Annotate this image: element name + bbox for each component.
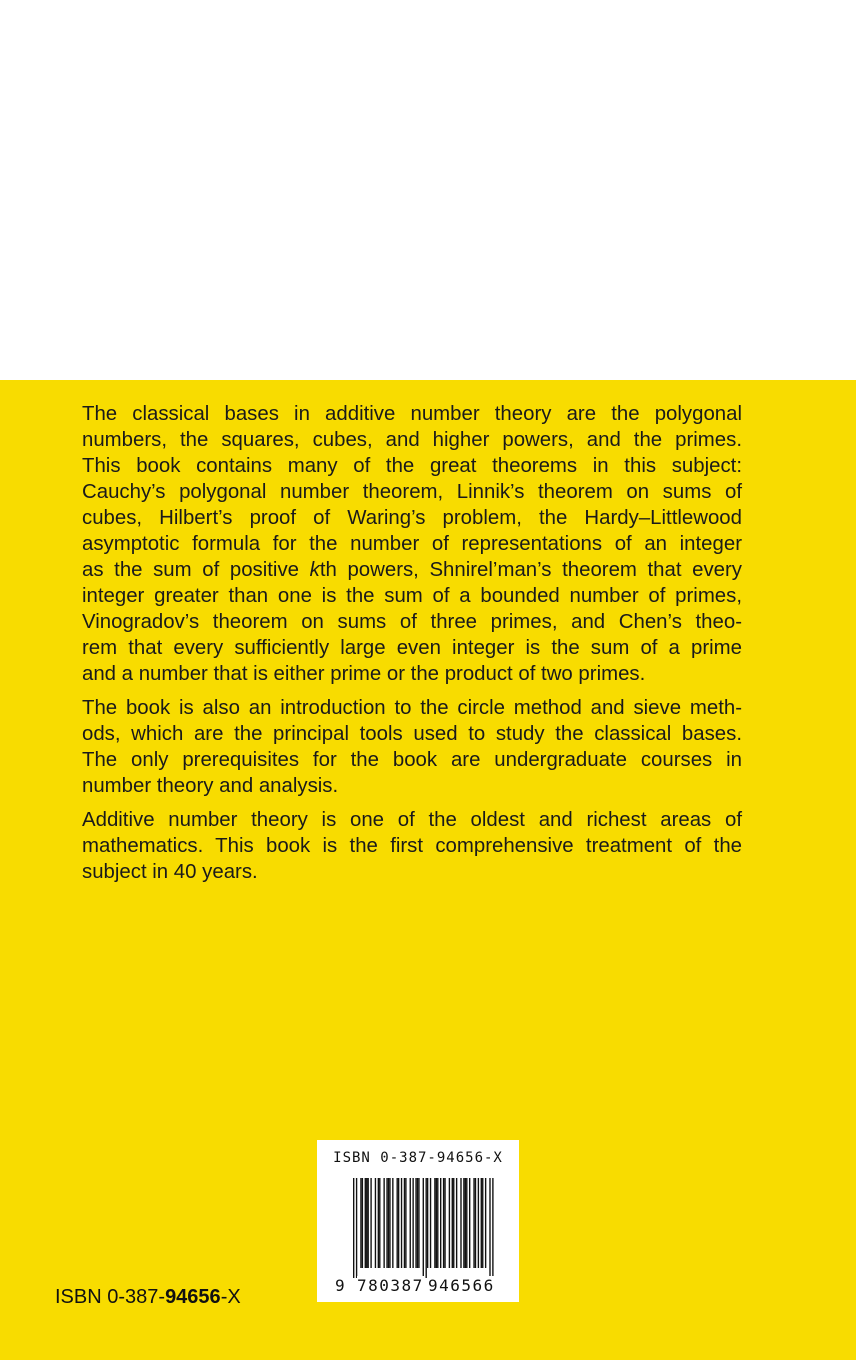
barcode-bar (418, 1178, 419, 1268)
barcode-bar (379, 1178, 380, 1268)
barcode-bar (389, 1178, 390, 1268)
blurb-line: rem that every sufficiently large even integer is the sum of a prime (82, 637, 742, 659)
blurb-line: The classical bases in additive number theory are the polygonal (82, 403, 742, 425)
barcode-bar (404, 1178, 405, 1268)
barcode-bar (434, 1178, 435, 1268)
barcode-bar (360, 1178, 361, 1268)
blurb-line: This book contains many of the great theorems in this subject: (82, 455, 742, 477)
barcode-bar (353, 1178, 354, 1278)
barcode-bar (427, 1178, 428, 1268)
barcode-bar (449, 1178, 450, 1268)
isbn-prefix: ISBN 0-387- (55, 1286, 166, 1308)
barcode-bar (370, 1178, 371, 1268)
barcode-bar (366, 1178, 367, 1268)
barcode-bar (388, 1178, 389, 1268)
barcode-bar (430, 1178, 431, 1268)
barcode-bar (401, 1178, 402, 1268)
barcode-bar (453, 1178, 454, 1268)
barcode-bar (452, 1178, 453, 1268)
barcode-bar (469, 1178, 470, 1268)
barcode-bar (466, 1178, 467, 1268)
barcode-bar (412, 1178, 413, 1268)
blurb-line: and a number that is either prime or the product of two primes. (82, 663, 646, 685)
blurb-line: asymptotic formula for the number of representations of an integer (82, 533, 742, 555)
barcode-bar (437, 1178, 438, 1268)
blurb-line: ods, which are the principal tools used to study the classical bases. (82, 723, 742, 745)
blurb-line: The only prerequisites for the book are undergraduate courses in (82, 749, 742, 771)
barcode-bar (478, 1178, 479, 1268)
barcode-bar (489, 1178, 490, 1278)
barcode-bar (463, 1178, 464, 1268)
back-cover-blurb (82, 401, 742, 893)
blurb-paragraph-1 (82, 401, 742, 687)
barcode-bar (473, 1178, 474, 1268)
barcode-bar (417, 1178, 418, 1268)
isbn-bold: 94656 (165, 1286, 221, 1308)
barcode-bar (410, 1178, 411, 1268)
barcode-digits-left: 780387 (357, 1276, 424, 1295)
barcode-bar (444, 1178, 445, 1268)
blurb-line: as the sum of positive kth powers, Shnirel’man’s theorem that every (82, 559, 742, 581)
blurb-line: Vinogradov’s theorem on sums of three primes, and Chen’s theo- (82, 611, 742, 633)
barcode-bar (426, 1178, 427, 1278)
barcode-bar (362, 1178, 363, 1268)
blurb-line: mathematics. This book is the first comprehensive treatment of the (82, 835, 742, 857)
blurb-line: numbers, the squares, cubes, and higher powers, and the primes. (82, 429, 742, 451)
barcode-bar (423, 1178, 424, 1278)
barcode-bar (386, 1178, 387, 1268)
blurb-line: The book is also an introduction to the circle method and sieve meth- (82, 697, 742, 719)
cover-top-blank (0, 0, 856, 380)
barcode-bar (356, 1178, 357, 1278)
barcode-bar (383, 1178, 384, 1268)
barcode-bar (415, 1178, 416, 1268)
blurb-line: Cauchy’s polygonal number theorem, Linnik’s theorem on sums of (82, 481, 742, 503)
barcode-bar (378, 1178, 379, 1268)
barcode-bar (392, 1178, 393, 1268)
barcode-bar (397, 1178, 398, 1268)
barcode-isbn-text: ISBN 0-387-94656-X (333, 1150, 503, 1166)
barcode-digits-right: 946566 (428, 1276, 495, 1295)
blurb-line: number theory and analysis. (82, 775, 339, 797)
barcode-bar (460, 1178, 461, 1268)
barcode-bar (375, 1178, 376, 1268)
blurb-line: Additive number theory is one of the oldest and richest areas of (82, 809, 742, 831)
isbn-footer (55, 1286, 241, 1309)
barcode-bar (405, 1178, 406, 1268)
blurb-paragraph-2 (82, 695, 742, 799)
blurb-paragraph-3 (82, 807, 742, 885)
barcode-bar (475, 1178, 476, 1268)
blurb-line: cubes, Hilbert’s proof of Waring’s problem, the Hardy–Littlewood (82, 507, 742, 529)
barcode-bar (436, 1178, 437, 1268)
barcode-bar (465, 1178, 466, 1268)
barcode-bar (492, 1178, 493, 1278)
barcode-bar (365, 1178, 366, 1268)
barcode-bar (485, 1178, 486, 1268)
blurb-line: subject in 40 years. (82, 861, 258, 883)
blurb-line: integer greater than one is the sum of a bounded number of primes, (82, 585, 742, 607)
barcode-digit-first: 9 (335, 1276, 345, 1295)
barcode-bar (368, 1178, 369, 1268)
barcode-bar (456, 1178, 457, 1268)
barcode-bar (443, 1178, 444, 1268)
barcode-bar (482, 1178, 483, 1268)
isbn-suffix: -X (220, 1286, 241, 1308)
barcode-bar (481, 1178, 482, 1268)
barcode-bar (440, 1178, 441, 1268)
barcode-bar (398, 1178, 399, 1268)
